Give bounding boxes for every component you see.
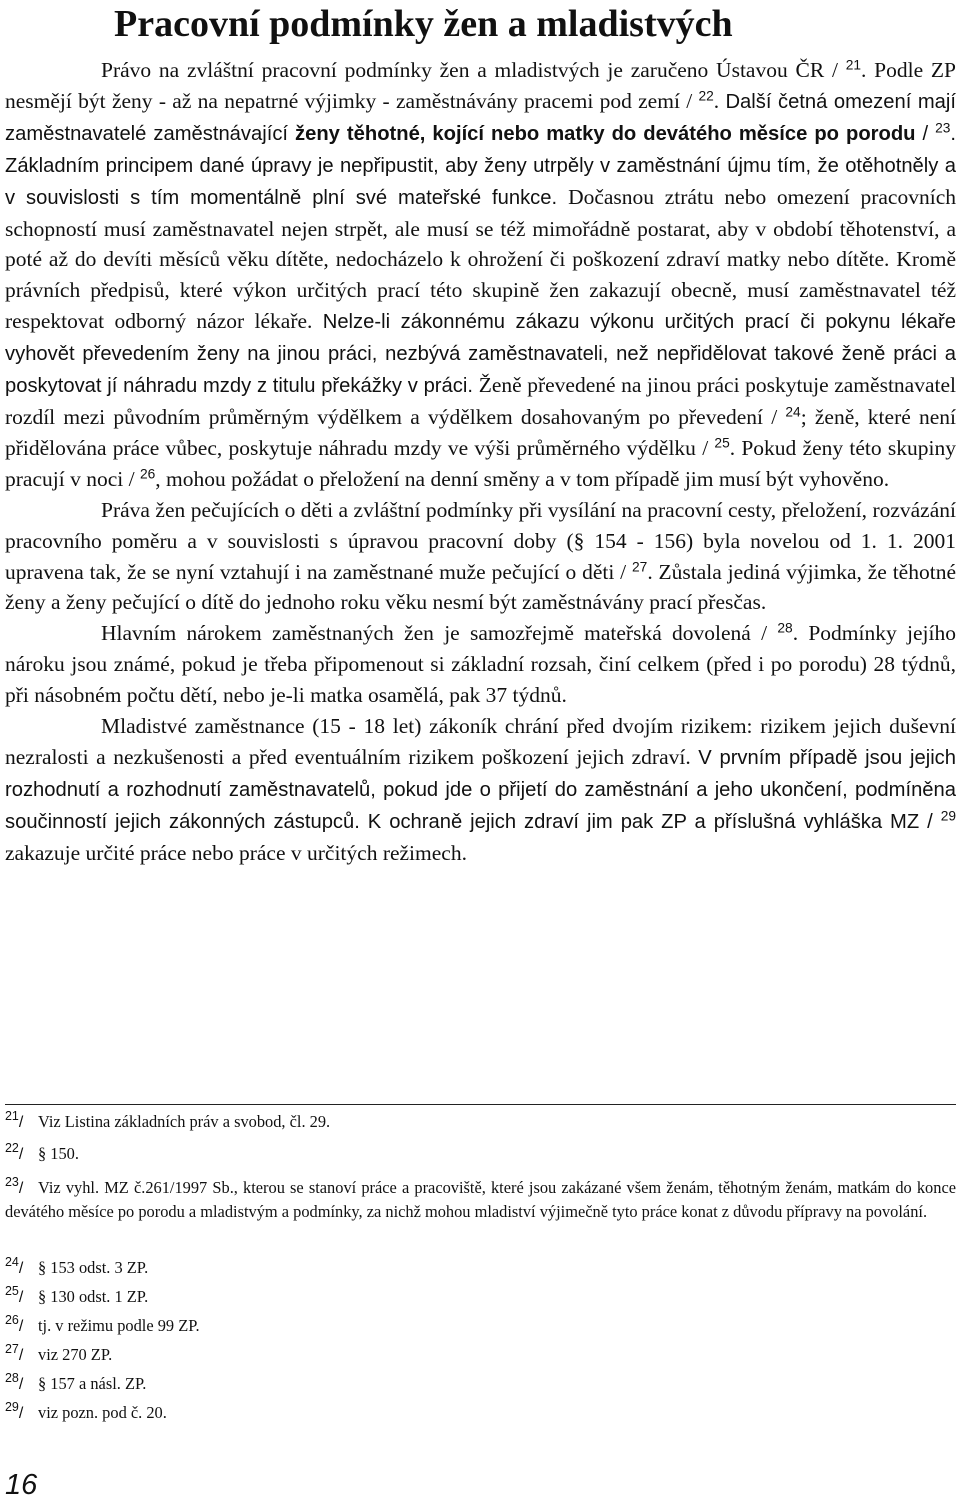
footnote-text: tj. v režimu podle 99 ZP. <box>38 1316 200 1335</box>
note-ref-23: 23 <box>935 120 951 136</box>
text-run: . <box>713 88 726 113</box>
footnote-text: viz 270 ZP. <box>38 1345 113 1364</box>
note-ref-29: 29 <box>940 808 956 824</box>
body-text <box>5 55 956 869</box>
text-run: zakazuje určité práce nebo práce v určitých režimech. <box>5 840 467 865</box>
text-run-sans: V prvním případě jsou jejich rozhodnutí a rozhodnutí zaměstnavatelů, pokud jde o přijetí do zaměstnání a jeho ukončení, podmíněna součinností jejich zákonných zástupců. K ochraně jejich zdraví jim pak ZP a příslušná vyhláška MZ / <box>5 746 956 833</box>
footnote-text: Viz vyhl. MZ č.261/1997 Sb., kterou se stanoví práce a pracoviště, které jsou zakázané všem ženám, těhotným ženám, matkám do konce devátého měsíce po porodu a mladistvým a podmínky, za nichž mohou mladiství výjimečně tyto práce konat z důvodu přípravy na povolání. <box>5 1178 956 1221</box>
footnote-marker: $^{28}$/ <box>5 1371 24 1393</box>
paragraph-maternity <box>5 618 956 711</box>
paragraph-minors <box>5 711 956 869</box>
text-run: ; ženě, které není přidělována práce vůbec, poskytuje náhradu mzdy ve výši průměrného výdělku / <box>5 404 956 460</box>
footnote-marker: $^{21}$/ <box>5 1109 24 1131</box>
footnote-25 <box>5 1285 956 1309</box>
footnote-marker: $^{27}$/ <box>5 1342 24 1364</box>
footnote-text: § 130 odst. 1 ZP. <box>38 1287 149 1306</box>
footnote-text: § 150. <box>38 1144 79 1163</box>
text-run: . Pokud ženy této skupiny pracují v noci / <box>5 435 956 491</box>
footnote-24 <box>5 1256 956 1280</box>
footnote-text: Viz Listina základních práv a svobod, čl. 29. <box>38 1112 331 1131</box>
footnote-27 <box>5 1343 956 1367</box>
footnote-marker: $^{23}$/ <box>5 1175 24 1197</box>
text-run-sans: Další četná omezení mají zaměstnavatelé zaměstnávající <box>5 90 956 145</box>
text-run: Ženě převedené na jinou práci poskytuje zaměstnavatel rozdíl mezi původním průměrným výdělkem a výdělkem dosahovaným po převedení / <box>5 373 956 429</box>
footnote-text: viz pozn. pod č. 20. <box>38 1403 167 1422</box>
note-ref-26: 26 <box>139 466 156 482</box>
paragraph-parents <box>5 495 956 619</box>
note-ref-28: 28 <box>777 620 793 636</box>
footnote-21 <box>5 1110 956 1134</box>
text-run: . Podmínky jejího nároku jsou známé, pokud je třeba připomenout si základní rozsah, činí celkem (před i po porodu) 28 týdnů, při násobném počtu dětí, nebo je-li matka osamělá, pak 37 týdnů. <box>5 621 956 708</box>
text-run: Právo na zvláštní pracovní podmínky žen a mladistvých je zaručeno Ústavou ČR / <box>101 58 846 82</box>
text-run: Mladistvé zaměstnance (15 - 18 let) zákoník chrání před dvojím rizikem: rizikem jejich duševní nezralosti a nezkušenosti a před eventuálním rizikem poškození jejich zdraví. <box>5 714 956 769</box>
bold-emphasis: ženy těhotné, kojící nebo matky do devátého měsíce po porodu <box>295 122 916 145</box>
note-ref-27: 27 <box>632 558 648 574</box>
footnote-text: § 157 a násl. ZP. <box>38 1374 147 1393</box>
footnote-marker: $^{24}$/ <box>5 1255 24 1277</box>
footnote-text: § 153 odst. 3 ZP. <box>38 1258 149 1277</box>
footnote-29 <box>5 1401 956 1425</box>
text-run: . Zůstala jediná výjimka, že těhotné ženy a ženy pečující o dítě do jednoho roku věku nesmí být zaměstnávány prací přesčas. <box>5 559 956 615</box>
text-run: Práva žen pečujících o děti a zvláštní podmínky při vysílání na pracovní cesty, přeložení, rozvázání pracovního poměru a v souvislosti s úpravou pracovní doby (§ 154 - 156) byla novelou od 1. 1. 2001 upravena tak, že se nyní vztahují i na zaměstnané muže pečující o děti / <box>5 497 956 584</box>
text-run: Dočasnou ztrátu nebo omezení pracovních schopností musí zaměstnavatel nejen strpět, ale musí se též mimořádně postarat, aby v období těhotenství, a poté až do devíti měsíců věku dítěte, nedocházelo k ohrožení či poškození zdraví matky nebo dítěte. Kromě právních předpisů, které výkon určitých prací této skupině žen zakazují obecně, musí zaměstnavatel též respektovat odborný názor lékaře. <box>5 184 956 334</box>
footnote-marker: $^{26}$/ <box>5 1313 24 1335</box>
footnote-divider <box>5 1104 956 1105</box>
footnote-marker: $^{22}$/ <box>5 1141 24 1163</box>
text-run-sans: Nelze-li zákonnému zákazu výkonu určitých prací či pokynu lékaře vyhovět převedením ženy na jinou práci, nezbývá zaměstnavateli, než nepřidělovat takové ženě práci a poskytovat jí náhradu mzdy z titulu překážky v práci. <box>5 311 956 398</box>
note-ref-25: 25 <box>714 435 730 451</box>
text-run-sans: . Základním principem dané úpravy je nepřipustit, aby ženy utrpěly v zaměstnání újmu tím, že otěhotněly a v souvislosti s tím momentálně plní své mateřské funkce. <box>5 122 957 209</box>
paragraph-women <box>5 55 956 495</box>
text-run-sans: / <box>915 122 936 145</box>
footnote-marker: $^{29}$/ <box>5 1400 24 1422</box>
footnote-22 <box>5 1142 956 1166</box>
page-number: 16 <box>5 1469 38 1501</box>
text-run: . Podle ZP nesmějí být ženy - až na nepatrné výjimky - zaměstnávány pracemi pod zemí / <box>5 58 956 113</box>
note-ref-21: 21 <box>845 57 861 73</box>
footnote-28 <box>5 1372 956 1396</box>
note-ref-22: 22 <box>698 88 714 104</box>
footnote-23 <box>5 1176 956 1223</box>
text-run: , mohou požádat o přeložení na denní směny a v tom případě jim musí být vyhověno. <box>155 466 890 491</box>
footnote-26 <box>5 1314 956 1338</box>
footnote-marker: $^{25}$/ <box>5 1284 24 1306</box>
page-title: Pracovní podmínky žen a mladistvých <box>114 3 733 45</box>
note-ref-24: 24 <box>785 404 801 420</box>
text-run: Hlavním nárokem zaměstnaných žen je samozřejmě mateřská dovolená / <box>101 621 778 646</box>
